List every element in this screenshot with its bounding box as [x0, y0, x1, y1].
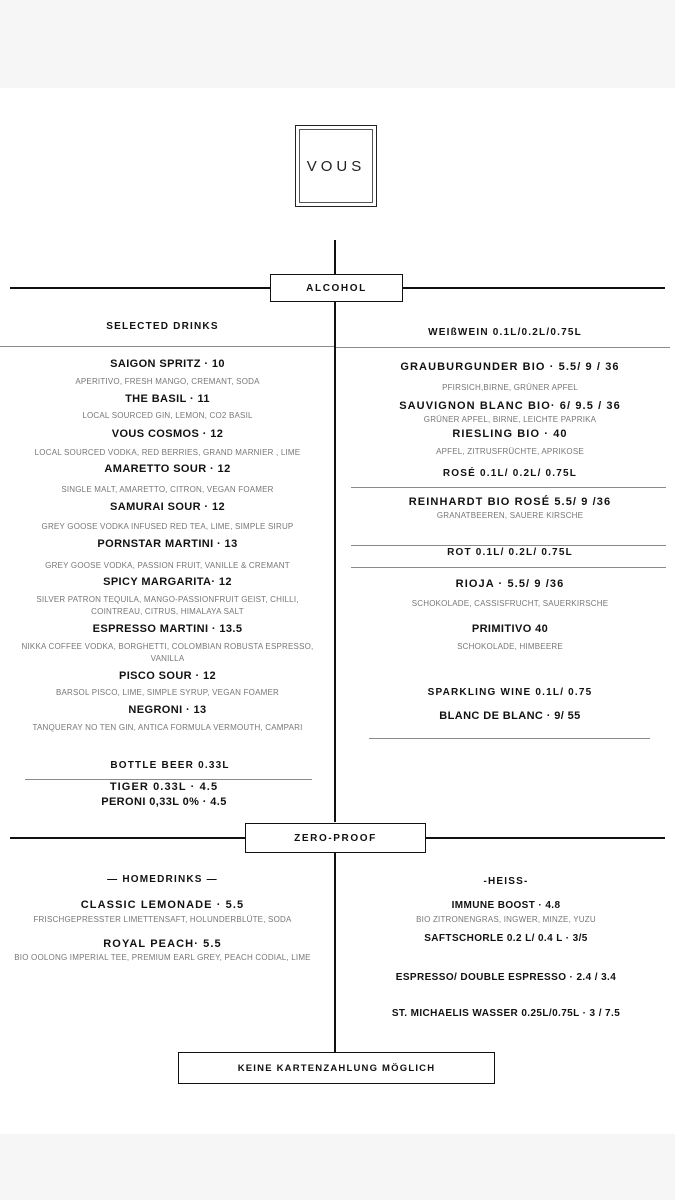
beer-item: PERONI 0,33L 0% · 4.5 — [101, 796, 227, 808]
menu-item-name: SAMURAI SOUR · 12 — [110, 501, 225, 513]
sparkling-rule — [369, 738, 650, 739]
wine-item-desc: SCHOKOLADE, HIMBEERE — [457, 642, 563, 651]
zero-proof-section-box — [245, 823, 426, 853]
alcohol-section-title: ALCOHOL — [306, 282, 367, 294]
heiss-item-name: SAFTSCHORLE 0.2 L/ 0.4 L · 3/5 — [424, 933, 588, 944]
wine-item-desc: APFEL, ZITRUSFRÜCHTE, APRIKOSE — [436, 447, 584, 456]
heiss-item-name: ST. MICHAELIS WASSER 0.25L/0.75L · 3 / 7.5 — [391, 1008, 621, 1019]
wine-item-name: RIESLING BIO · 40 — [452, 428, 568, 440]
sparkling-heading: SPARKLING WINE 0.1L/ 0.75 — [427, 687, 593, 698]
menu-item-name: ESPRESSO MARTINI · 13.5 — [92, 623, 243, 635]
no-card-payment-notice — [178, 1052, 495, 1084]
center-divider-bottom — [334, 852, 336, 1052]
selected-drinks-heading: SELECTED DRINKS — [106, 321, 219, 332]
beer-item: TIGER 0.33L · 4.5 — [109, 781, 219, 793]
wine-item-desc: GRÜNER APFEL, BIRNE, LEICHTE PAPRIKA — [423, 415, 597, 424]
red-wine-heading: ROT 0.1L/ 0.2L/ 0.75L — [447, 547, 573, 558]
heiss-item-name: ESPRESSO/ DOUBLE ESPRESSO · 2.4 / 3.4 — [395, 972, 617, 983]
bottle-beer-rule — [25, 779, 312, 780]
menu-item-desc-line2: VANILLA — [150, 654, 185, 663]
top-band — [0, 0, 675, 88]
menu-item-desc: NIKKA COFFEE VODKA, BORGHETTI, COLOMBIAN ROBUSTA ESPRESSO, — [21, 642, 314, 651]
red-wine-top-rule — [351, 545, 666, 546]
menu-item-desc: TANQUERAY NO TEN GIN, ANTICA FORMULA VERMOUTH, CAMPARI — [32, 723, 303, 732]
heiss-item-name: IMMUNE BOOST · 4.8 — [451, 900, 561, 911]
bottle-beer-heading: BOTTLE BEER 0.33L — [110, 760, 230, 771]
menu-item-name: THE BASIL · 11 — [125, 393, 210, 405]
menu-item-desc: BARSOL PISCO, LIME, SIMPLE SYRUP, VEGAN FOAMER — [55, 688, 280, 697]
menu-item-desc: GREY GOOSE VODKA, PASSION FRUIT, VANILLE & CREMANT — [45, 561, 290, 570]
vous-logo — [295, 125, 377, 207]
white-wine-rule — [336, 347, 670, 348]
menu-item-name: SPICY MARGARITA· 12 — [103, 576, 232, 588]
bottom-band — [0, 1134, 675, 1200]
wine-item-name: RIOJA · 5.5/ 9 /36 — [455, 578, 565, 590]
alcohol-section-box — [270, 274, 403, 302]
heiss-heading: -HEISS- — [483, 876, 529, 887]
red-wine-rule — [351, 567, 666, 568]
rose-wine-heading: ROSÉ 0.1L/ 0.2L/ 0.75L — [442, 468, 578, 479]
homedrink-name: CLASSIC LEMONADE · 5.5 — [80, 899, 245, 911]
menu-item-name: PORNSTAR MARTINI · 13 — [97, 538, 238, 550]
wine-item-name: PRIMITIVO 40 — [471, 623, 549, 635]
wine-item-name: SAUVIGNON BLANC BIO· 6/ 9.5 / 36 — [399, 400, 621, 412]
white-wine-heading: WEIßWEIN 0.1L/0.2L/0.75L — [428, 327, 582, 338]
zero-proof-section-title: ZERO-PROOF — [294, 832, 377, 844]
menu-item-name: NEGRONI · 13 — [128, 704, 207, 716]
heiss-item-desc: BIO ZITRONENGRAS, INGWER, MINZE, YUZU — [416, 915, 596, 924]
wine-item-name: REINHARDT BIO ROSÉ 5.5/ 9 /36 — [408, 496, 612, 508]
homedrinks-heading: — HOMEDRINKS — — [107, 874, 218, 885]
rose-wine-rule — [351, 487, 666, 488]
wine-item-name: GRAUBURGUNDER BIO · 5.5/ 9 / 36 — [400, 361, 620, 373]
homedrink-desc: FRISCHGEPRESSTER LIMETTENSAFT, HOLUNDERBLÜTE, SODA — [33, 915, 292, 924]
center-divider-top — [334, 240, 336, 822]
menu-item-desc: SINGLE MALT, AMARETTO, CITRON, VEGAN FOAMER — [61, 485, 274, 494]
homedrink-name: ROYAL PEACH· 5.5 — [103, 938, 222, 950]
menu-item-desc: SILVER PATRON TEQUILA, MANGO-PASSIONFRUIT GEIST, CHILLI, — [36, 595, 299, 604]
wine-item-desc: PFIRSICH,BIRNE, GRÜNER APFEL — [442, 383, 578, 392]
sparkling-item: BLANC DE BLANC · 9/ 55 — [439, 710, 581, 722]
logo-inner-frame — [299, 129, 373, 203]
selected-drinks-rule — [0, 346, 334, 347]
menu-item-desc-line2: COINTREAU, CITRUS, HIMALAYA SALT — [91, 607, 244, 616]
menu-item-name: AMARETTO SOUR · 12 — [104, 463, 231, 475]
no-card-payment-text: KEINE KARTENZAHLUNG MÖGLICH — [237, 1062, 436, 1074]
wine-item-desc: SCHOKOLADE, CASSISFRUCHT, SAUERKIRSCHE — [411, 599, 609, 608]
menu-item-desc: LOCAL SOURCED GIN, LEMON, CO2 BASIL — [82, 411, 253, 420]
menu-item-desc: APERITIVO, FRESH MANGO, CREMANT, SODA — [75, 377, 260, 386]
menu-item-desc: LOCAL SOURCED VODKA, RED BERRIES, GRAND MARNIER , LIME — [34, 448, 301, 457]
logo-text: VOUS — [306, 157, 366, 175]
menu-item-desc: GREY GOOSE VODKA INFUSED RED TEA, LIME, SIMPLE SIRUP — [41, 522, 294, 531]
wine-item-desc: GRANATBEEREN, SAUERE KIRSCHE — [436, 511, 584, 520]
homedrink-desc: BIO OOLONG IMPERIAL TEE, PREMIUM EARL GREY, PEACH CODIAL, LIME — [14, 953, 311, 962]
menu-item-name: PISCO SOUR · 12 — [118, 670, 217, 682]
menu-item-name: VOUS COSMOS · 12 — [111, 428, 224, 440]
menu-item-name: SAIGON SPRITZ · 10 — [110, 358, 225, 370]
